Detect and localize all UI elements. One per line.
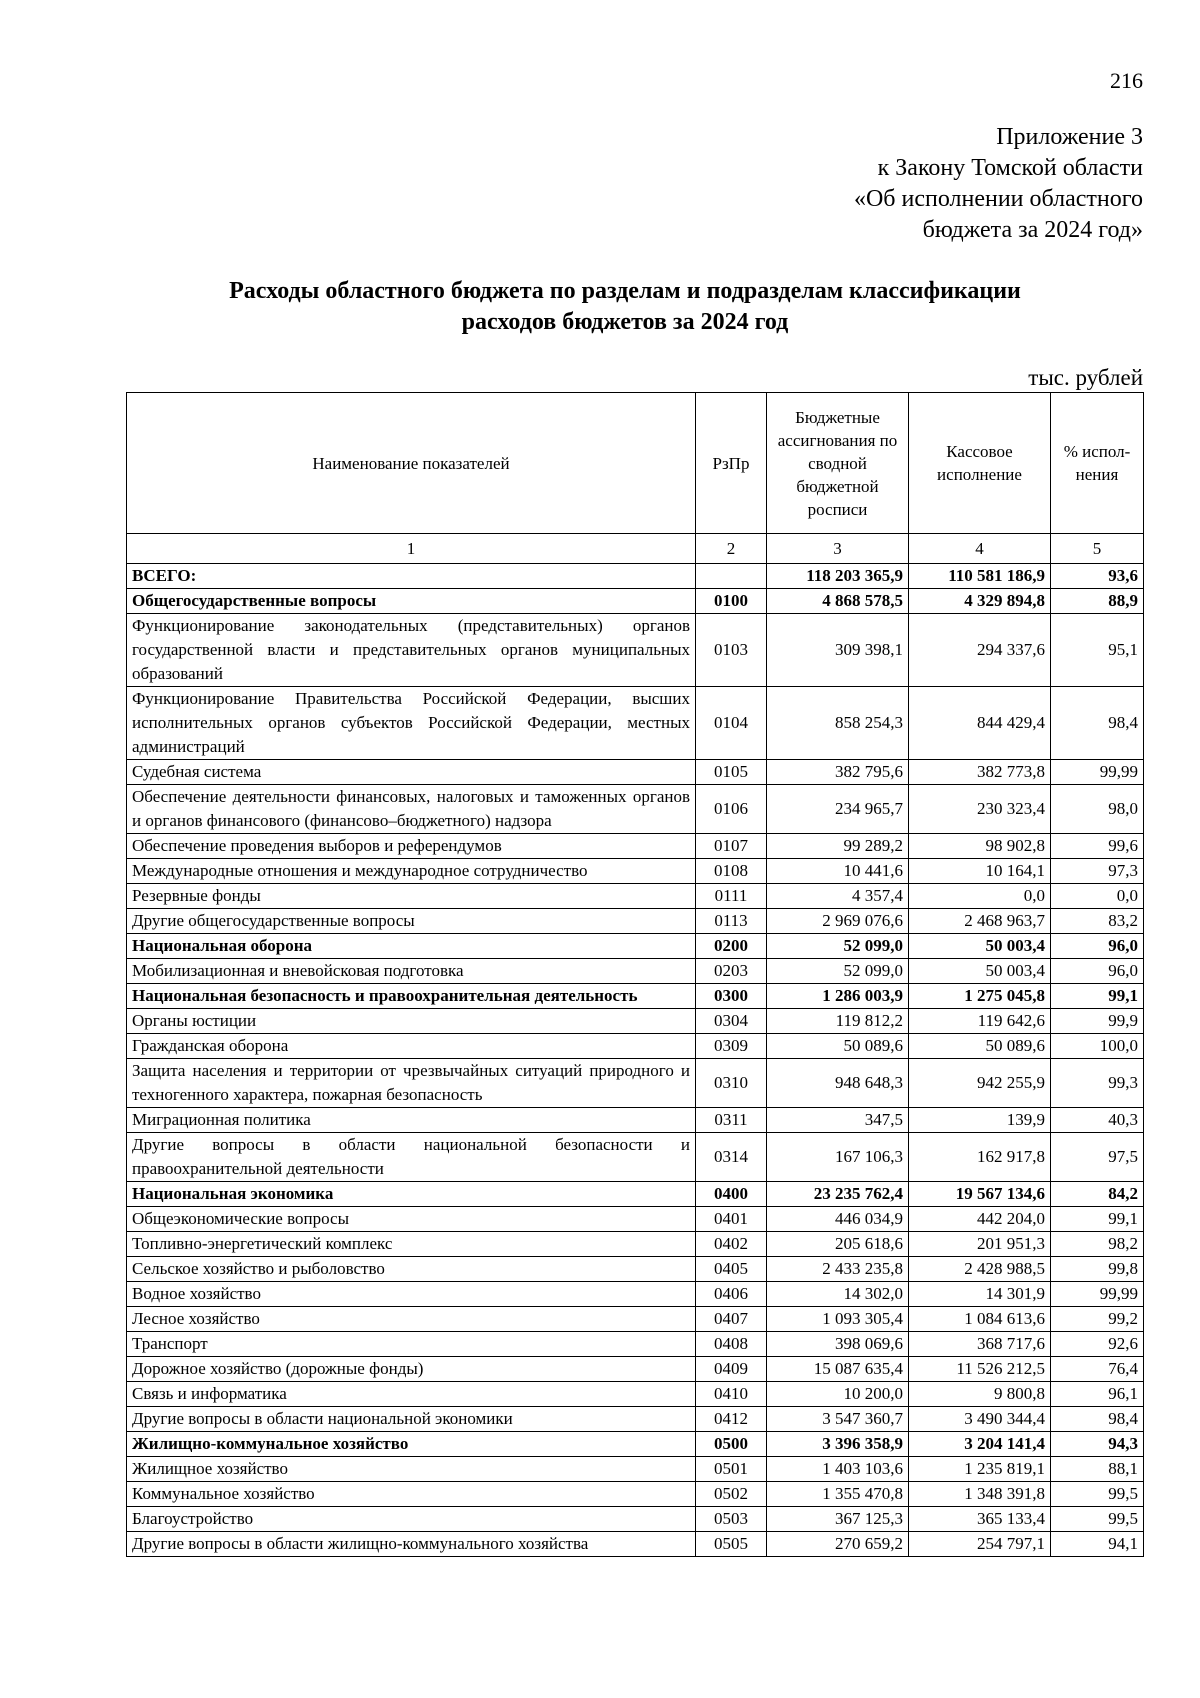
row-name: Международные отношения и международное сотрудничество (127, 859, 696, 884)
table-row (127, 785, 1144, 834)
table-row (127, 589, 1144, 614)
row-code (696, 564, 767, 589)
row-code: 0400 (696, 1182, 767, 1207)
row-percent: 99,5 (1051, 1507, 1144, 1532)
row-executed: 942 255,9 (909, 1059, 1051, 1108)
row-assigned: 948 648,3 (767, 1059, 909, 1108)
row-assigned: 23 235 762,4 (767, 1182, 909, 1207)
row-executed: 2 468 963,7 (909, 909, 1051, 934)
row-name: Другие общегосударственные вопросы (127, 909, 696, 934)
table-row (127, 1257, 1144, 1282)
row-percent: 99,1 (1051, 1207, 1144, 1232)
row-executed: 11 526 212,5 (909, 1357, 1051, 1382)
row-executed: 1 235 819,1 (909, 1457, 1051, 1482)
table-row (127, 1034, 1144, 1059)
table-row (127, 687, 1144, 760)
table-row (127, 834, 1144, 859)
table-row (127, 1457, 1144, 1482)
row-name: Функционирование Правительства Российской Федерации, высших исполнительных органов субъектов Российской Федерации, местных администраций (127, 687, 696, 760)
row-name: Другие вопросы в области жилищно-коммунального хозяйства (127, 1532, 696, 1557)
row-percent: 96,1 (1051, 1382, 1144, 1407)
row-assigned: 118 203 365,9 (767, 564, 909, 589)
row-name: Защита населения и территории от чрезвычайных ситуаций природного и техногенного характера, пожарная безопасность (127, 1059, 696, 1108)
row-assigned: 4 868 578,5 (767, 589, 909, 614)
table-row (127, 859, 1144, 884)
row-executed: 50 003,4 (909, 934, 1051, 959)
row-assigned: 1 355 470,8 (767, 1482, 909, 1507)
row-executed: 139,9 (909, 1108, 1051, 1133)
row-name: Жилищно-коммунальное хозяйство (127, 1432, 696, 1457)
row-code: 0107 (696, 834, 767, 859)
row-name: Водное хозяйство (127, 1282, 696, 1307)
row-executed: 1 084 613,6 (909, 1307, 1051, 1332)
table-row (127, 1059, 1144, 1108)
row-percent: 97,5 (1051, 1133, 1144, 1182)
table-row (127, 760, 1144, 785)
row-percent: 76,4 (1051, 1357, 1144, 1382)
row-executed: 3 204 141,4 (909, 1432, 1051, 1457)
row-code: 0304 (696, 1009, 767, 1034)
row-name: Топливно-энергетический комплекс (127, 1232, 696, 1257)
table-row (127, 1009, 1144, 1034)
row-percent: 99,6 (1051, 834, 1144, 859)
column-number-row (127, 534, 1144, 564)
header-code: РзПр (696, 393, 767, 534)
row-executed: 119 642,6 (909, 1009, 1051, 1034)
row-percent: 94,1 (1051, 1532, 1144, 1557)
row-name: Национальная экономика (127, 1182, 696, 1207)
row-name: Функционирование законодательных (представительных) органов государственной власти и представительных органов муниципальных образований (127, 614, 696, 687)
row-executed: 14 301,9 (909, 1282, 1051, 1307)
table-row (127, 934, 1144, 959)
row-assigned: 446 034,9 (767, 1207, 909, 1232)
row-executed: 442 204,0 (909, 1207, 1051, 1232)
table-row (127, 1207, 1144, 1232)
row-name: Миграционная политика (127, 1108, 696, 1133)
row-executed: 365 133,4 (909, 1507, 1051, 1532)
row-name: Транспорт (127, 1332, 696, 1357)
row-assigned: 1 093 305,4 (767, 1307, 909, 1332)
row-code: 0500 (696, 1432, 767, 1457)
table-row (127, 1407, 1144, 1432)
row-executed: 162 917,8 (909, 1133, 1051, 1182)
row-executed: 1 348 391,8 (909, 1482, 1051, 1507)
row-code: 0407 (696, 1307, 767, 1332)
row-name: Гражданская оборона (127, 1034, 696, 1059)
row-code: 0103 (696, 614, 767, 687)
row-assigned: 14 302,0 (767, 1282, 909, 1307)
row-code: 0200 (696, 934, 767, 959)
row-assigned: 3 396 358,9 (767, 1432, 909, 1457)
row-name: Дорожное хозяйство (дорожные фонды) (127, 1357, 696, 1382)
row-code: 0412 (696, 1407, 767, 1432)
row-code: 0406 (696, 1282, 767, 1307)
row-percent: 0,0 (1051, 884, 1144, 909)
row-assigned: 10 441,6 (767, 859, 909, 884)
row-name: Лесное хозяйство (127, 1307, 696, 1332)
row-assigned: 1 403 103,6 (767, 1457, 909, 1482)
row-name: Благоустройство (127, 1507, 696, 1532)
row-executed: 382 773,8 (909, 760, 1051, 785)
table-body (127, 564, 1144, 1557)
row-executed: 1 275 045,8 (909, 984, 1051, 1009)
row-code: 0401 (696, 1207, 767, 1232)
column-number: 1 (127, 534, 696, 564)
appendix-line-3: «Об исполнении областного (853, 186, 1143, 212)
row-executed: 98 902,8 (909, 834, 1051, 859)
row-name: Общеэкономические вопросы (127, 1207, 696, 1232)
document-title (0, 276, 1200, 338)
row-percent: 99,1 (1051, 984, 1144, 1009)
row-percent: 95,1 (1051, 614, 1144, 687)
table-row (127, 1133, 1144, 1182)
row-executed: 201 951,3 (909, 1232, 1051, 1257)
row-percent: 96,0 (1051, 934, 1144, 959)
table-row (127, 909, 1144, 934)
row-code: 0409 (696, 1357, 767, 1382)
row-percent: 40,3 (1051, 1108, 1144, 1133)
row-assigned: 2 433 235,8 (767, 1257, 909, 1282)
row-code: 0111 (696, 884, 767, 909)
row-name: Резервные фонды (127, 884, 696, 909)
row-assigned: 1 286 003,9 (767, 984, 909, 1009)
appendix-line-1: Приложение 3 (996, 124, 1143, 150)
row-code: 0203 (696, 959, 767, 984)
row-code: 0311 (696, 1108, 767, 1133)
row-percent: 100,0 (1051, 1034, 1144, 1059)
row-percent: 98,0 (1051, 785, 1144, 834)
row-executed: 254 797,1 (909, 1532, 1051, 1557)
row-executed: 19 567 134,6 (909, 1182, 1051, 1207)
header-executed: Кассовое исполнение (909, 393, 1051, 534)
row-code: 0503 (696, 1507, 767, 1532)
row-percent: 83,2 (1051, 909, 1144, 934)
row-code: 0408 (696, 1332, 767, 1357)
row-code: 0310 (696, 1059, 767, 1108)
title-line-1: Расходы областного бюджета по разделам и подразделам классификации (229, 278, 1021, 304)
row-percent: 96,0 (1051, 959, 1144, 984)
row-executed: 3 490 344,4 (909, 1407, 1051, 1432)
row-percent: 88,9 (1051, 589, 1144, 614)
row-executed: 2 428 988,5 (909, 1257, 1051, 1282)
row-percent: 99,8 (1051, 1257, 1144, 1282)
row-code: 0402 (696, 1232, 767, 1257)
row-executed: 50 089,6 (909, 1034, 1051, 1059)
row-name: Другие вопросы в области национальной безопасности и правоохранительной деятельности (127, 1133, 696, 1182)
row-percent: 99,2 (1051, 1307, 1144, 1332)
row-code: 0108 (696, 859, 767, 884)
row-assigned: 234 965,7 (767, 785, 909, 834)
row-executed: 0,0 (909, 884, 1051, 909)
row-assigned: 99 289,2 (767, 834, 909, 859)
column-number: 4 (909, 534, 1051, 564)
row-assigned: 119 812,2 (767, 1009, 909, 1034)
page-number: 216 (1110, 68, 1143, 93)
appendix-note (854, 122, 1143, 246)
row-assigned: 858 254,3 (767, 687, 909, 760)
row-percent: 84,2 (1051, 1182, 1144, 1207)
row-name: Связь и информатика (127, 1382, 696, 1407)
table-row (127, 614, 1144, 687)
row-percent: 94,3 (1051, 1432, 1144, 1457)
row-assigned: 15 087 635,4 (767, 1357, 909, 1382)
row-name: Жилищное хозяйство (127, 1457, 696, 1482)
row-percent: 99,99 (1051, 760, 1144, 785)
row-percent: 98,4 (1051, 1407, 1144, 1432)
row-name: Общегосударственные вопросы (127, 589, 696, 614)
row-code: 0104 (696, 687, 767, 760)
row-percent: 98,2 (1051, 1232, 1144, 1257)
row-executed: 230 323,4 (909, 785, 1051, 834)
row-executed: 50 003,4 (909, 959, 1051, 984)
row-name: Обеспечение деятельности финансовых, налоговых и таможенных органов и органов финансового (финансово–бюджетного) надзора (127, 785, 696, 834)
header-name: Наименование показателей (127, 393, 696, 534)
title-line-2: расходов бюджетов за 2024 год (461, 309, 789, 335)
table-row (127, 1357, 1144, 1382)
row-code: 0505 (696, 1532, 767, 1557)
table-row (127, 1432, 1144, 1457)
row-assigned: 167 106,3 (767, 1133, 909, 1182)
row-assigned: 205 618,6 (767, 1232, 909, 1257)
table-row (127, 1507, 1144, 1532)
row-name: Мобилизационная и вневойсковая подготовка (127, 959, 696, 984)
row-assigned: 382 795,6 (767, 760, 909, 785)
row-code: 0106 (696, 785, 767, 834)
appendix-line-2: к Закону Томской области (877, 155, 1143, 181)
units-label: тыс. рублей (1028, 365, 1143, 390)
row-code: 0314 (696, 1133, 767, 1182)
row-assigned: 52 099,0 (767, 959, 909, 984)
row-name: Коммунальное хозяйство (127, 1482, 696, 1507)
table-row (127, 959, 1144, 984)
row-executed: 10 164,1 (909, 859, 1051, 884)
row-name: Сельское хозяйство и рыболовство (127, 1257, 696, 1282)
header-assigned: Бюджетные ассигнования по сводной бюджетной росписи (767, 393, 909, 534)
row-assigned: 4 357,4 (767, 884, 909, 909)
table-row (127, 1182, 1144, 1207)
row-code: 0300 (696, 984, 767, 1009)
row-percent: 93,6 (1051, 564, 1144, 589)
table-row (127, 1282, 1144, 1307)
header-row (127, 393, 1144, 534)
row-executed: 4 329 894,8 (909, 589, 1051, 614)
budget-table (126, 392, 1144, 1557)
table-row (127, 1332, 1144, 1357)
row-executed: 9 800,8 (909, 1382, 1051, 1407)
row-percent: 99,3 (1051, 1059, 1144, 1108)
table-row (127, 1108, 1144, 1133)
column-number: 3 (767, 534, 909, 564)
row-assigned: 309 398,1 (767, 614, 909, 687)
table-row (127, 1532, 1144, 1557)
row-assigned: 50 089,6 (767, 1034, 909, 1059)
row-executed: 844 429,4 (909, 687, 1051, 760)
row-assigned: 10 200,0 (767, 1382, 909, 1407)
row-code: 0113 (696, 909, 767, 934)
row-assigned: 3 547 360,7 (767, 1407, 909, 1432)
table-row (127, 1307, 1144, 1332)
row-percent: 99,99 (1051, 1282, 1144, 1307)
header-percent: % испол-нения (1051, 393, 1144, 534)
table-row (127, 984, 1144, 1009)
table-row (127, 884, 1144, 909)
row-percent: 98,4 (1051, 687, 1144, 760)
row-assigned: 398 069,6 (767, 1332, 909, 1357)
appendix-line-4: бюджета за 2024 год» (922, 217, 1143, 243)
row-name: Национальная оборона (127, 934, 696, 959)
row-executed: 110 581 186,9 (909, 564, 1051, 589)
row-assigned: 347,5 (767, 1108, 909, 1133)
row-percent: 99,9 (1051, 1009, 1144, 1034)
row-code: 0405 (696, 1257, 767, 1282)
table-row (127, 1232, 1144, 1257)
row-name: ВСЕГО: (127, 564, 696, 589)
row-name: Обеспечение проведения выборов и референдумов (127, 834, 696, 859)
row-percent: 92,6 (1051, 1332, 1144, 1357)
row-name: Органы юстиции (127, 1009, 696, 1034)
row-executed: 294 337,6 (909, 614, 1051, 687)
row-assigned: 270 659,2 (767, 1532, 909, 1557)
row-assigned: 2 969 076,6 (767, 909, 909, 934)
row-name: Судебная система (127, 760, 696, 785)
row-assigned: 367 125,3 (767, 1507, 909, 1532)
table-row (127, 1482, 1144, 1507)
row-code: 0502 (696, 1482, 767, 1507)
row-percent: 99,5 (1051, 1482, 1144, 1507)
row-code: 0501 (696, 1457, 767, 1482)
table-row (127, 564, 1144, 589)
row-code: 0410 (696, 1382, 767, 1407)
row-percent: 88,1 (1051, 1457, 1144, 1482)
row-assigned: 52 099,0 (767, 934, 909, 959)
row-code: 0105 (696, 760, 767, 785)
row-name: Другие вопросы в области национальной экономики (127, 1407, 696, 1432)
row-code: 0100 (696, 589, 767, 614)
column-number: 2 (696, 534, 767, 564)
column-number: 5 (1051, 534, 1144, 564)
row-name: Национальная безопасность и правоохранительная деятельность (127, 984, 696, 1009)
row-executed: 368 717,6 (909, 1332, 1051, 1357)
row-code: 0309 (696, 1034, 767, 1059)
table-row (127, 1382, 1144, 1407)
row-percent: 97,3 (1051, 859, 1144, 884)
